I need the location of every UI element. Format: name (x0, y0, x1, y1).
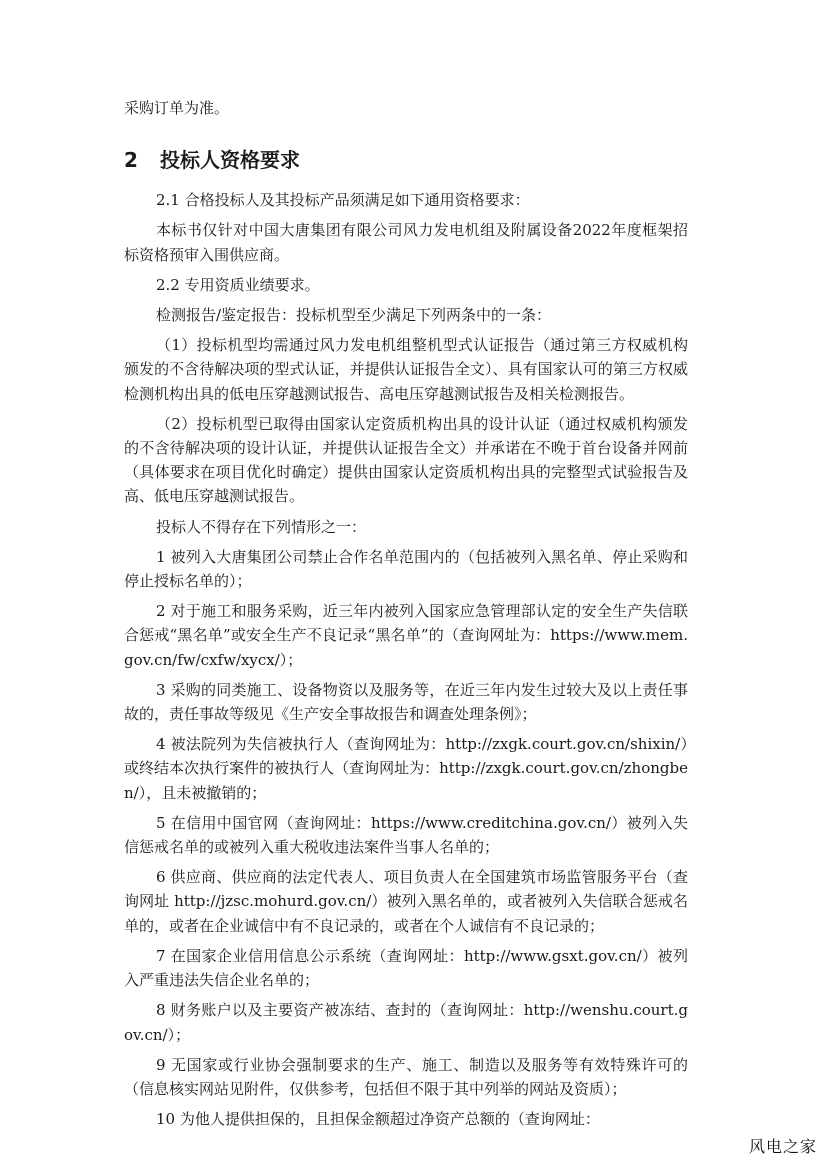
opening-line: 采购订单为准。 (124, 99, 230, 117)
test-report-intro: 检测报告/鉴定报告：投标机型至少满足下列两条中的一条： (156, 306, 552, 325)
requirement-1: （1）投标机型均需通过风力发电机组整机型式认证报告（通过第三方权威机构颁发的不含待解决项的型式认证，并提供认证报告全文）、具有国家认可的第三方权威检测机构出具的低电压穿越测试报告、高电压穿越测试报告及相关检测报告。 (124, 336, 688, 403)
exclusion-item-7: 7 在国家企业信用信息公示系统（查询网址：http://www.gsxt.gov.cn/）被列入严重违法失信企业名单的； (124, 946, 688, 990)
watermark-text: 风电之家 (748, 1137, 817, 1156)
clause-2-1: 2.1 合格投标人及其投标产品须满足如下通用资格要求： (156, 191, 530, 210)
exclusion-item-6: 6 供应商、供应商的法定代表人、项目负责人在全国建筑市场监管服务平台（查询网址 http://jzsc.mohurd.gov.cn/）被列入黑名单的，或者被列入失信联合惩戒名单的，或者在企业诚信中有不良记录的，或者在个人诚信有不良记录的； (124, 868, 688, 935)
document-page (124, 96, 688, 1137)
scope-paragraph: 本标书仅针对中国大唐集团有限公司风力发电机组及附属设备2022年度框架招标资格预审入围供应商。 (124, 221, 688, 264)
section-number: 2 (124, 148, 138, 173)
exclusion-item-4: 4 被法院列为失信被执行人（查询网址为：http://zxgk.court.gov.cn/shixin/）或终结本次执行案件的被执行人（查询网址为：http://zxgk.court.gov.cn/zhongben/），且未被撤销的； (124, 735, 688, 802)
exclusion-item-1: 1 被列入大唐集团公司禁止合作名单范围内的（包括被列入黑名单、停止采购和停止授标名单的）； (124, 547, 688, 591)
section-heading (124, 146, 688, 174)
exclusion-intro: 投标人不得存在下列情形之一： (156, 517, 367, 536)
section-title: 投标人资格要求 (160, 148, 300, 173)
exclusion-item-9: 9 无国家或行业协会强制要求的生产、施工、制造以及服务等有效特殊许可的（信息核实网站见附件，仅供参考，包括但不限于其中列举的网站及资质）； (124, 1055, 688, 1098)
exclusion-item-2: 2 对于施工和服务采购，近三年内被列入国家应急管理部认定的安全生产失信联合惩戒“黑名单”或安全生产不良记录“黑名单”的（查询网址为：https://www.mem.gov.cn/fw/cxfw/xycx/）； (124, 602, 688, 669)
exclusion-item-8: 8 财务账户以及主要资产被冻结、查封的（查询网址：http://wenshu.court.gov.cn/）； (124, 1001, 688, 1044)
requirement-2: （2）投标机型已取得由国家认定资质机构出具的设计认证（通过权威机构颁发的不含待解决项的设计认证，并提供认证报告全文）并承诺在不晚于首台设备并网前（具体要求在项目优化时确定）提供由国家认定资质机构出具的完整型式试验报告及高、低电压穿越测试报告。 (124, 414, 688, 506)
exclusion-item-10: 10 为他人提供担保的，且担保金额超过净资产总额的（查询网址： (156, 1110, 600, 1129)
exclusion-item-5: 5 在信用中国官网（查询网址：https://www.creditchina.gov.cn/）被列入失信惩戒名单的或被列入重大税收违法案件当事人名单的； (124, 813, 688, 857)
clause-2-2: 2.2 专用资质业绩要求。 (156, 275, 320, 294)
exclusion-item-3: 3 采购的同类施工、设备物资以及服务等，在近三年内发生过较大及以上责任事故的，责任事故等级见《生产安全事故报告和调查处理条例》； (124, 680, 688, 724)
